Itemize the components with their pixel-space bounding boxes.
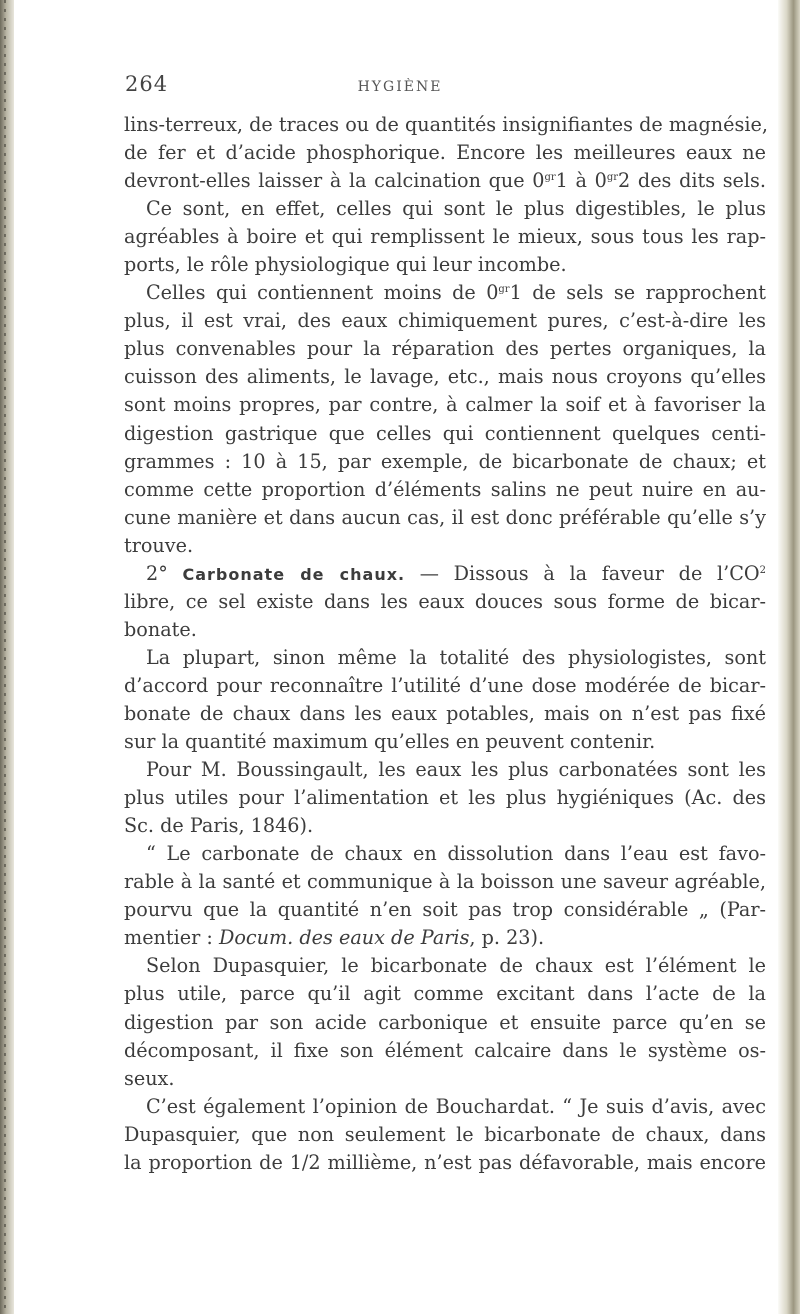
- text-line: plus convenables pour la réparation des pertes organiques, la: [124, 337, 766, 361]
- book-binding-edge: [0, 0, 14, 1314]
- text-line: lins-terreux, de traces ou de quantités insignifiantes de magnésie,: [124, 113, 768, 136]
- text-line: C’est également l’opinion de Bouchardat. “ Je suis d’avis, avec: [146, 1094, 766, 1118]
- text-line: plus utiles pour l’alimentation et les plus hygiéniques (Ac. des: [124, 786, 766, 810]
- text-segment: 2°: [146, 561, 183, 585]
- text-line: plus, il est vrai, des eaux chimiquement pures, c’est-à-dire les: [124, 309, 766, 333]
- section-heading-line: [124, 560, 766, 588]
- text-line: cuisson des aliments, le lavage, etc., mais nous croyons qu’elles: [124, 365, 766, 389]
- text-line: rable à la santé et communique à la boisson une saveur agréable,: [124, 870, 766, 894]
- text-segment: 2 des dits sels.: [618, 169, 766, 193]
- text-line: la proportion de 1/2 millième, n’est pas défavorable, mais encore: [124, 1150, 766, 1174]
- running-title: HYGIÈNE: [357, 79, 443, 95]
- text-segment: 1 à 0: [555, 169, 607, 193]
- citation-title: Docum. des eaux de Paris: [218, 926, 470, 950]
- text-line: [124, 167, 766, 195]
- text-line: Ce sont, en effet, celles qui sont le plus digestibles, le plus: [146, 197, 766, 221]
- page-number: 264: [125, 72, 169, 96]
- text-line: ports, le rôle physiologique qui leur incombe.: [124, 253, 567, 277]
- superscript: 2: [759, 564, 766, 576]
- text-line: comme cette proportion d’éléments salins ne peut nuire en au-: [124, 477, 766, 501]
- text-segment: devront-elles laisser à la calcination que 0: [124, 169, 545, 193]
- text-line: sur la quantité maximum qu’elles en peuvent contenir.: [124, 730, 656, 754]
- text-line: [124, 924, 766, 952]
- text-line: Pour M. Boussingault, les eaux les plus carbonatées sont les: [146, 758, 766, 782]
- section-heading: Carbonate de chaux.: [182, 564, 406, 584]
- page-edge-shadow: [778, 0, 800, 1314]
- text-line: décomposant, il fixe son élément calcaire dans le système os-: [124, 1038, 766, 1062]
- text-segment: — Dissous à la faveur de l’CO: [405, 561, 760, 585]
- superscript: gr: [544, 172, 556, 184]
- text-line: sont moins propres, par contre, à calmer la soif et à favoriser la: [124, 393, 766, 417]
- text-segment: mentier :: [124, 926, 219, 950]
- text-line: grammes : 10 à 15, par exemple, de bicarbonate de chaux; et: [124, 449, 766, 473]
- text-line: seux.: [124, 1066, 175, 1090]
- text-line: cune manière et dans aucun cas, il est donc préférable qu’elle s’y: [124, 505, 766, 529]
- text-line: digestion par son acide carbonique et ensuite parce qu’en se: [124, 1010, 766, 1034]
- text-line: libre, ce sel existe dans les eaux douces sous forme de bicar-: [124, 589, 766, 613]
- text-line: de fer et d’acide phosphorique. Encore les meilleures eaux ne: [124, 141, 766, 165]
- text-line: d’accord pour reconnaître l’utilité d’une dose modérée de bicar-: [124, 673, 766, 697]
- superscript: gr: [606, 172, 619, 184]
- text-line: trouve.: [124, 533, 194, 557]
- text-segment: 1 de sels se rapprochent: [509, 281, 766, 305]
- body-text: [124, 111, 766, 1177]
- text-line: bonate.: [124, 617, 197, 641]
- text-line: plus utile, parce qu’il agit comme excitant dans l’acte de la: [124, 982, 766, 1006]
- text-line: pourvu que la quantité n’en soit pas trop considérable „ (Par-: [124, 898, 766, 922]
- text-segment: , p. 23).: [469, 926, 545, 950]
- text-line: Dupasquier, que non seulement le bicarbonate de chaux, dans: [124, 1122, 766, 1146]
- text-line: bonate de chaux dans les eaux potables, mais on n’est pas fixé: [124, 701, 766, 725]
- text-line: “ Le carbonate de chaux en dissolution dans l’eau est favo-: [146, 842, 766, 866]
- text-line: Selon Dupasquier, le bicarbonate de chaux est l’élément le: [146, 954, 766, 978]
- text-segment: Celles qui contiennent moins de 0: [146, 281, 499, 305]
- text-line: agréables à boire et qui remplissent le mieux, sous tous les rap-: [124, 225, 766, 249]
- text-line: [124, 279, 766, 307]
- text-line: digestion gastrique que celles qui contiennent quelques centi-: [124, 421, 766, 445]
- superscript: gr: [498, 284, 510, 296]
- text-line: Sc. de Paris, 1846).: [124, 814, 314, 838]
- text-line: La plupart, sinon même la totalité des physiologistes, sont: [146, 645, 766, 669]
